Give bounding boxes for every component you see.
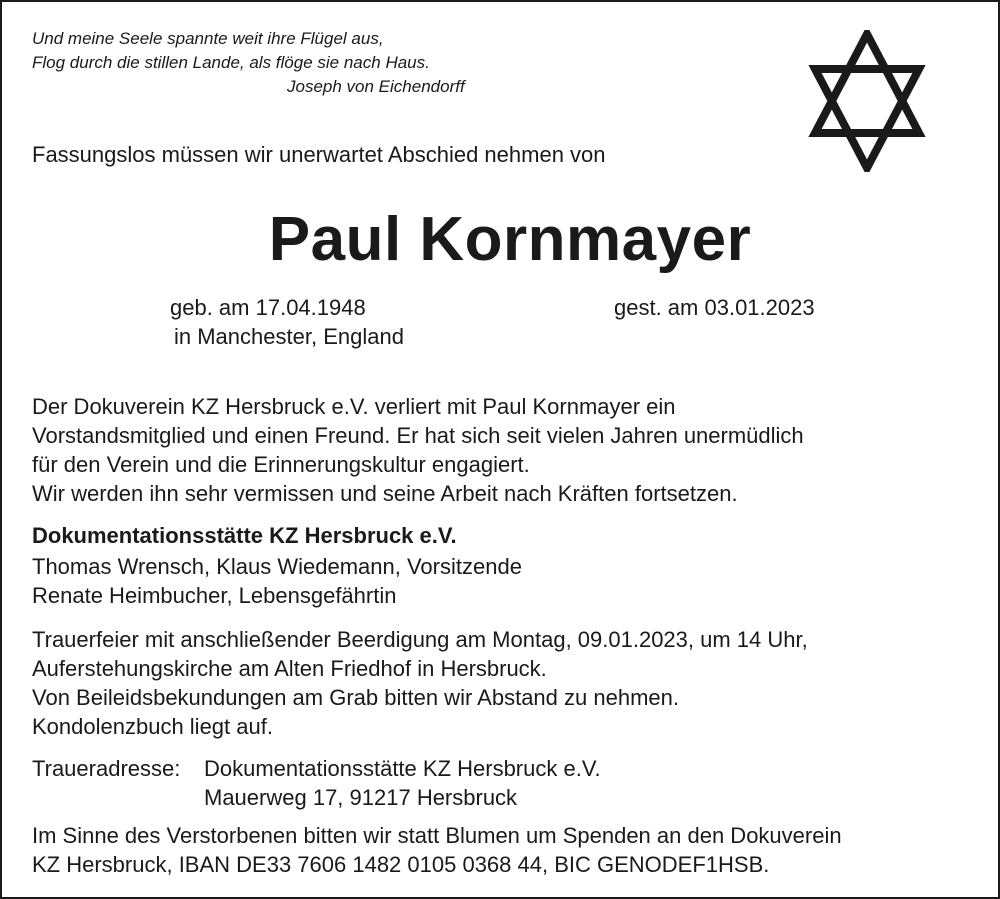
poem-line: Und meine Seele spannte weit ihre Flügel aus, [32,29,384,48]
star-of-david-icon [807,30,927,172]
tribute-line: Wir werden ihn sehr vermissen und seine Arbeit nach Kräften fortsetzen. [32,481,738,506]
organization-name: Dokumentationsstätte KZ Hersbruck e.V. [32,523,457,548]
deceased-name: Paul Kornmayer [268,205,752,274]
signer-line: Renate Heimbucher, Lebensgefährtin [32,583,397,608]
address-line: Dokumentationsstätte KZ Hersbruck e.V. [204,756,601,781]
signers [32,552,522,610]
death-date: gest. am 03.01.2023 [614,295,815,320]
address-line: Mauerweg 17, 91217 Hersbruck [204,785,518,810]
funeral-service-info [32,625,808,741]
tribute-line: Der Dokuverein KZ Hersbruck e.V. verliert mit Paul Kornmayer ein [32,394,676,419]
tribute-line: für den Verein und die Erinnerungskultur engagiert. [32,452,530,477]
signer-line: Thomas Wrensch, Klaus Wiedemann, Vorsitzende [32,554,522,579]
service-line: Kondolenzbuch liegt auf. [32,714,273,739]
birth-date: geb. am 17.04.1948 [170,295,366,320]
address-label: Traueradresse: [32,756,181,781]
donation-line: KZ Hersbruck, IBAN DE33 7606 1482 0105 0368 44, BIC GENODEF1HSB. [32,852,770,877]
birth-info [170,293,404,351]
mourning-address [204,754,601,812]
poem-line: Flog durch die stillen Lande, als flöge sie nach Haus. [32,53,430,72]
service-line: Auferstehungskirche am Alten Friedhof in Hersbruck. [32,656,547,681]
tribute-line: Vorstandsmitglied und einen Freund. Er hat sich seit vielen Jahren unermüdlich [32,423,804,448]
tribute-paragraph [32,392,804,508]
donation-line: Im Sinne des Verstorbenen bitten wir statt Blumen um Spenden an den Dokuverein [32,823,842,848]
birthplace: in Manchester, England [174,324,404,349]
service-line: Von Beileidsbekundungen am Grab bitten wir Abstand zu nehmen. [32,685,679,710]
service-line: Trauerfeier mit anschließender Beerdigung am Montag, 09.01.2023, um 14 Uhr, [32,627,808,652]
donation-request [32,821,842,879]
intro-text: Fassungslos müssen wir unerwartet Abschied nehmen von [32,142,606,167]
poem-quote [32,27,430,75]
poem-author: Joseph von Eichendorff [287,77,465,96]
